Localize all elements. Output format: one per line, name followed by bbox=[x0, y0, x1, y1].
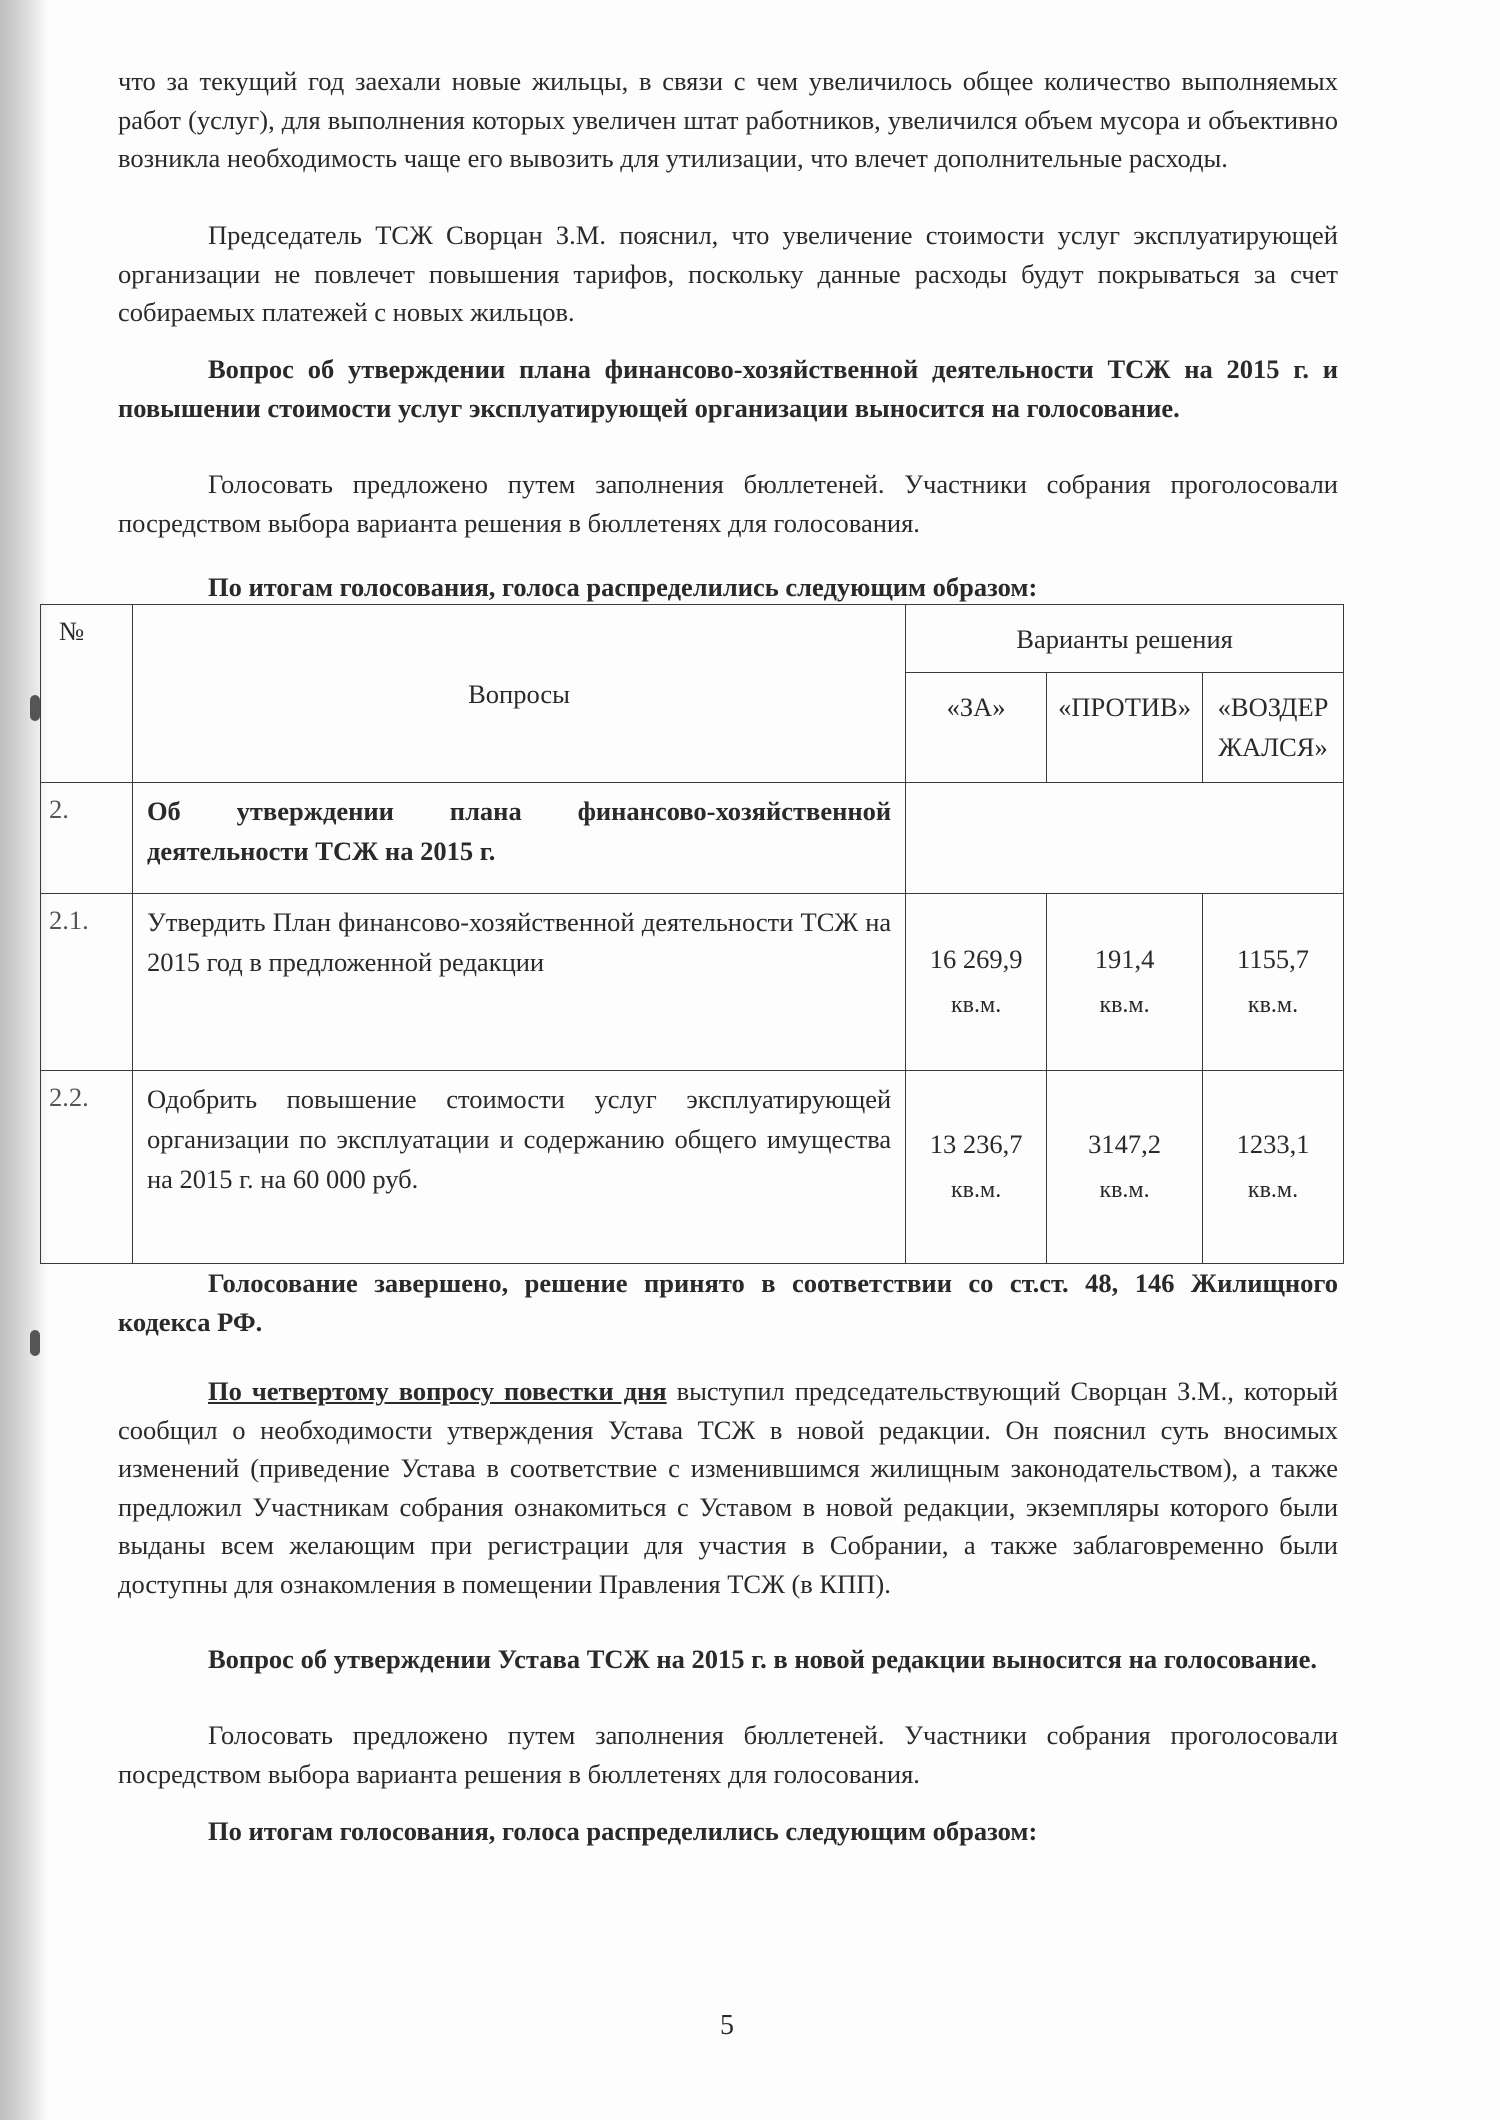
vote-for: 16 269,9 кв.м. bbox=[906, 894, 1047, 1071]
paragraph-chairman-explanation: Председатель ТСЖ Сворцан З.М. пояснил, что увеличение стоимости услуг эксплуатирующей организации не повлечет повышения тарифов, поскольку данные расходы будут покрываться за счет собираемых платежей с новых жильцов. bbox=[118, 220, 1338, 327]
vote-abstain: 1155,7 кв.м. bbox=[1203, 894, 1344, 1071]
header-options: Варианты решения bbox=[906, 605, 1344, 673]
results-heading-2: По итогам голосования, голоса распределились следующим образом: bbox=[208, 1816, 1038, 1846]
row-question: Одобрить повышение стоимости услуг эксплуатирующей организации по эксплуатации и содержанию общего имущества на 2015 г. на 60 000 руб. bbox=[132, 1071, 905, 1264]
voting-results-table bbox=[40, 604, 1344, 1264]
vote-against: 3147,2 кв.м. bbox=[1047, 1071, 1203, 1264]
paragraph-fourth-question: По четвертому вопросу повестки дня выступил председательствующий Сворцан З.М., который сообщил о необходимости утверждения Устава ТСЖ в новой редакции. Он пояснил суть вносимых изменений (приведение Устава в соответствие с изменившимся жилищным законодательством), а также предложил Участникам собрания ознакомиться с Уставом в новой редакции, экземпляры которого были выданы всем желающим при регистрации для участия в Собрании, а также заблаговременно были доступны для ознакомления в помещении Правления ТСЖ (в КПП). bbox=[118, 1376, 1338, 1599]
header-abstain-line1: «ВОЗДЕР bbox=[1217, 692, 1329, 722]
row-values-empty bbox=[906, 783, 1344, 894]
paragraph-vote-question-charter: Вопрос об утверждении Устава ТСЖ на 2015 г. в новой редакции выносится на голосование. bbox=[208, 1644, 1317, 1674]
row-question: Утвердить План финансово-хозяйственной деятельности ТСЖ на 2015 год в предложенной редакции bbox=[132, 894, 905, 1071]
row-question: Об утверждении плана финансово-хозяйственной деятельности ТСЖ на 2015 г. bbox=[132, 783, 905, 894]
paragraph-new-residents: что за текущий год заехали новые жильцы, в связи с чем увеличилось общее количество выполняемых работ (услуг), для выполнения которых увеличен штат работников, увеличился объем мусора и объективно возникла необходимость чаще его вывозить для утилизации, что влечет дополнительные расходы. bbox=[118, 66, 1338, 173]
row-number: 2.2. bbox=[41, 1071, 133, 1264]
row-number: 2. bbox=[41, 783, 133, 894]
header-against: «ПРОТИВ» bbox=[1047, 673, 1203, 783]
header-abstain bbox=[1203, 673, 1344, 783]
results-heading: По итогам голосования, голоса распределились следующим образом: bbox=[208, 572, 1038, 602]
paragraph-voting-method-2: Голосовать предложено путем заполнения бюллетеней. Участники собрания проголосовали посредством выбора варианта решения в бюллетенях для голосования. bbox=[118, 1720, 1338, 1789]
fourth-question-label: По четвертому вопросу повестки дня bbox=[208, 1376, 667, 1406]
row-number: 2.1. bbox=[41, 894, 133, 1071]
header-for: «ЗА» bbox=[906, 673, 1047, 783]
paragraph-vote-question-plan: Вопрос об утверждении плана финансово-хозяйственной деятельности ТСЖ на 2015 г. и повышении стоимости услуг эксплуатирующей организации выносится на голосование. bbox=[118, 354, 1338, 423]
vote-for: 13 236,7 кв.м. bbox=[906, 1071, 1047, 1264]
header-number: № bbox=[41, 605, 133, 783]
table-row bbox=[41, 1071, 1344, 1264]
vote-abstain: 1233,1 кв.м. bbox=[1203, 1071, 1344, 1264]
paragraph-voting-method: Голосовать предложено путем заполнения бюллетеней. Участники собрания проголосовали посредством выбора варианта решения в бюллетенях для голосования. bbox=[118, 469, 1338, 538]
table-row bbox=[41, 783, 1344, 894]
paragraph-vote-completed: Голосование завершено, решение принято в соответствии со ст.ст. 48, 146 Жилищного кодекса РФ. bbox=[118, 1268, 1338, 1337]
page-number: 5 bbox=[720, 2010, 734, 2041]
vote-against: 191,4 кв.м. bbox=[1047, 894, 1203, 1071]
header-questions: Вопросы bbox=[132, 605, 905, 783]
table-row bbox=[41, 894, 1344, 1071]
header-abstain-line2: ЖАЛСЯ» bbox=[1218, 732, 1328, 762]
